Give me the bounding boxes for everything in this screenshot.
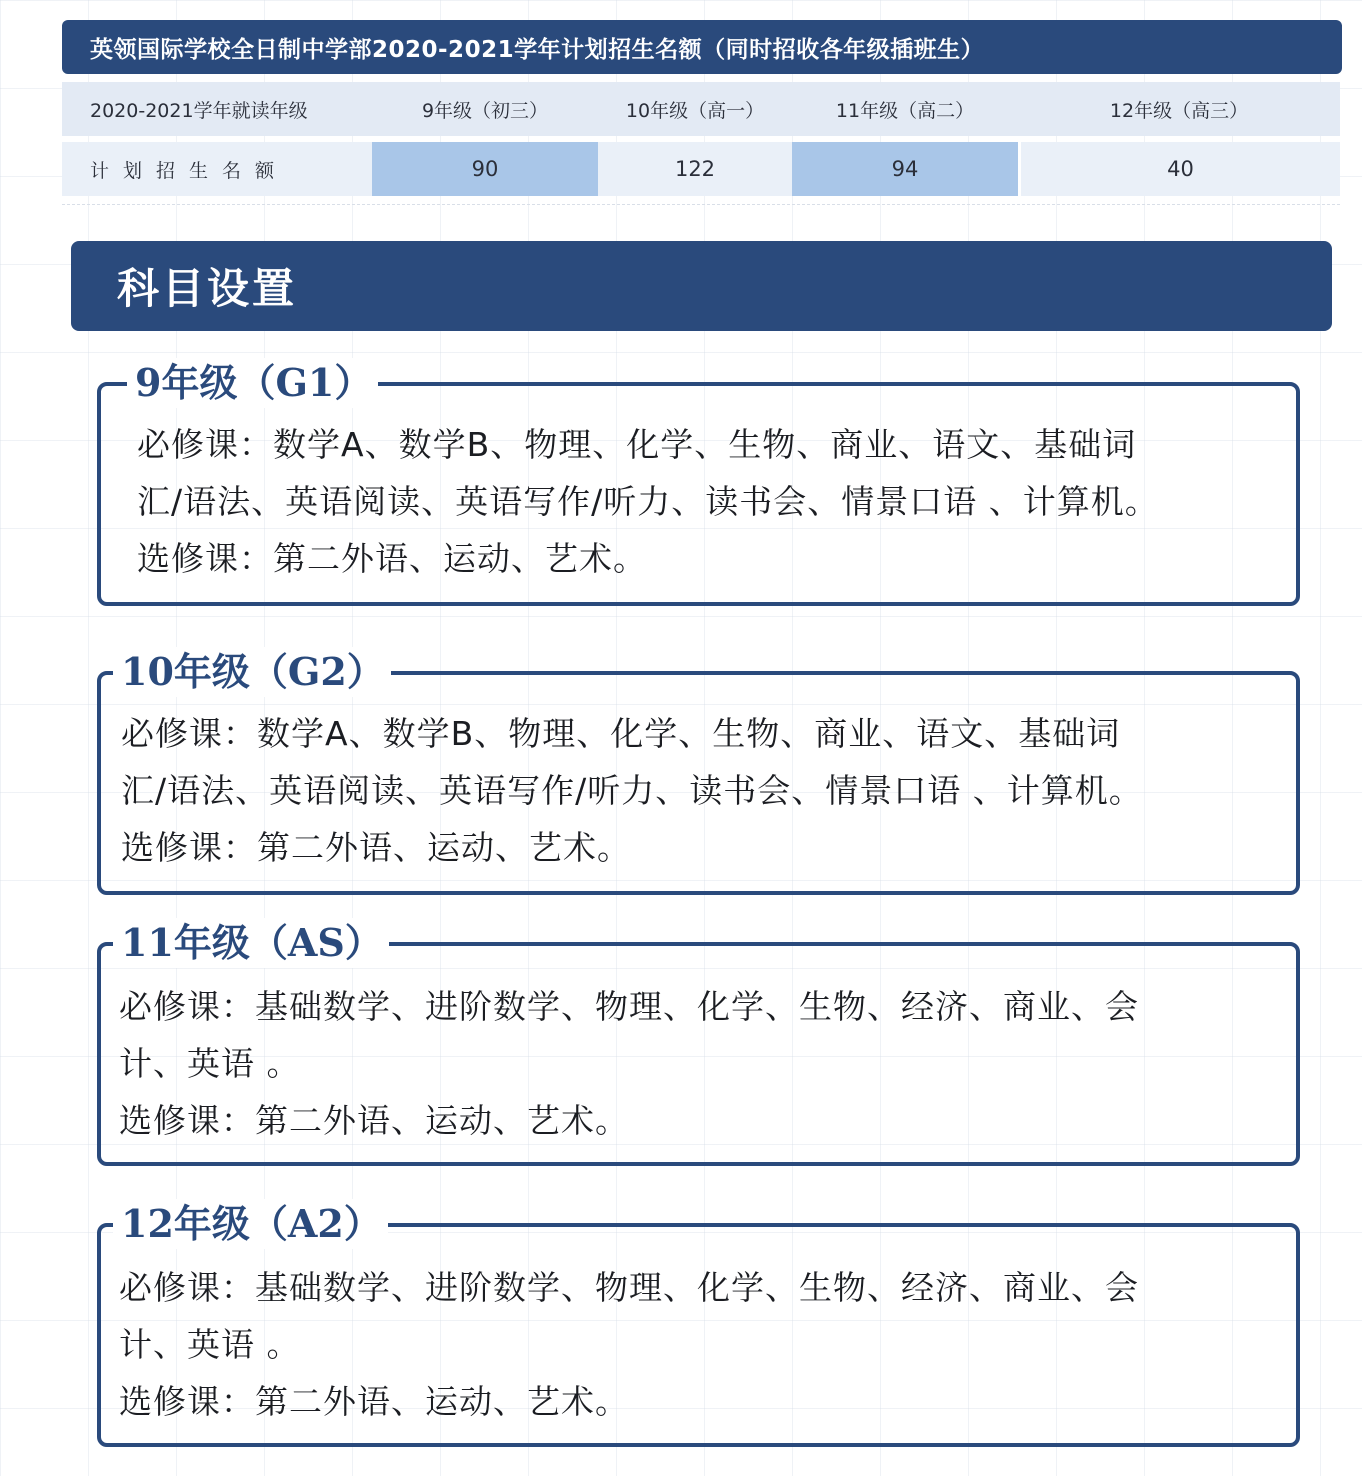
grade-text-12 [119, 1259, 1139, 1430]
header-cell-grade-10: 10年级（高一） [625, 99, 765, 122]
enrollment-title: 英领国际学校全日制中学部2020-2021学年计划招生名额（同时招收各年级插班生） [62, 20, 1342, 74]
value-cell-label: 计划招生名额 [90, 159, 289, 182]
value-cell-grade-10: 122 [674, 157, 716, 181]
header-cell-grade-9: 9年级（初三） [421, 99, 549, 122]
grade-text-11 [119, 978, 1139, 1149]
value-cell-grade-9: 90 [372, 142, 598, 196]
grade-12-line-2: 计、英语 。 [119, 1325, 301, 1364]
grade-11-line-1: 必修课：基础数学、进阶数学、物理、化学、生物、经济、商业、会 [119, 987, 1139, 1026]
grade-9-line-1: 必修课：数学A、数学B、物理、化学、生物、商业、语文、基础词 [137, 425, 1137, 464]
grade-box-12 [97, 1201, 1300, 1447]
header-cell-grade-12: 12年级（高三） [1109, 99, 1249, 122]
grade-title-11: 11年级（AS） [113, 918, 389, 968]
grade-10-line-1: 必修课：数学A、数学B、物理、化学、生物、商业、语文、基础词 [121, 714, 1121, 753]
enrollment-header-row [62, 82, 1340, 136]
section-title: 科目设置 [71, 241, 1332, 331]
enrollment-divider [62, 198, 1340, 205]
grade-box-10 [97, 649, 1300, 895]
grade-box-11 [97, 920, 1300, 1166]
grade-12-line-1: 必修课：基础数学、进阶数学、物理、化学、生物、经济、商业、会 [119, 1268, 1139, 1307]
value-cell-grade-11: 94 [792, 142, 1018, 196]
value-cell-grade-12: 40 [1018, 142, 1340, 196]
grade-box-9 [97, 360, 1300, 606]
grade-12-line-3: 选修课：第二外语、运动、艺术。 [119, 1382, 629, 1421]
grade-text-10 [121, 705, 1143, 876]
grade-11-line-2: 计、英语 。 [119, 1044, 301, 1083]
enrollment-values-row [62, 142, 1340, 196]
grade-title-10: 10年级（G2） [113, 647, 391, 697]
header-cell-grade-label: 2020-2021学年就读年级 [90, 99, 308, 122]
grade-title-9: 9年级（G1） [127, 358, 378, 408]
header-cell-grade-11: 11年级（高二） [835, 99, 975, 122]
grade-9-line-3: 选修课：第二外语、运动、艺术。 [137, 539, 647, 578]
grade-text-9 [137, 416, 1159, 587]
grade-11-line-3: 选修课：第二外语、运动、艺术。 [119, 1101, 629, 1140]
grade-title-12: 12年级（A2） [113, 1199, 388, 1249]
grade-10-line-2: 汇/语法、英语阅读、英语写作/听力、读书会、情景口语 、计算机。 [121, 771, 1143, 810]
grade-10-line-3: 选修课：第二外语、运动、艺术。 [121, 828, 631, 867]
grade-9-line-2: 汇/语法、英语阅读、英语写作/听力、读书会、情景口语 、计算机。 [137, 482, 1159, 521]
